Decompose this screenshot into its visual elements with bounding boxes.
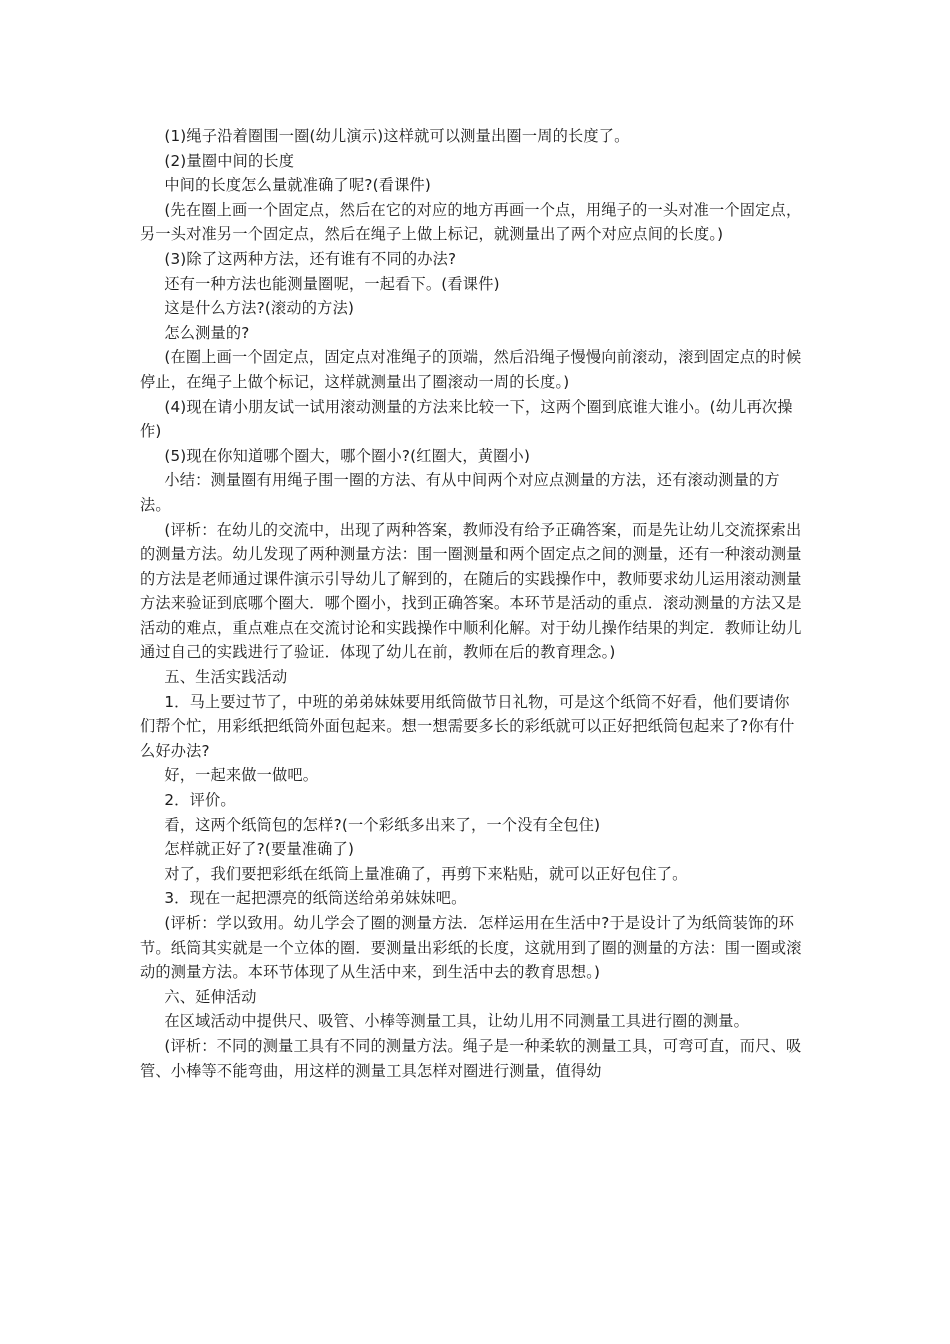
document-body (140, 124, 805, 1083)
paragraph: 怎么测量的? (164, 323, 250, 342)
paragraph: 3．现在一起把漂亮的纸筒送给弟弟妹妹吧。 (164, 889, 467, 908)
commentary-paragraph: (评析：学以致用。幼儿学会了圈的测量方法．怎样运用在生活中?于是设计了为纸筒装饰的环节。纸筒其实就是一个立体的圈．要测量出彩纸的长度，这就用到了圈的测量的方法：围一圈或滚动的测量方法。本环节体现了从生活中来，到生活中去的教育思想。) (140, 914, 802, 982)
paragraph: 怎样就正好了?(要量准确了) (164, 840, 355, 859)
paragraph: 还有一种方法也能测量圈呢，一起看下。(看课件) (164, 274, 500, 293)
summary-paragraph: 小结：测量圈有用绳子围一圈的方法、有从中间两个对应点测量的方法，还有滚动测量的方法。 (140, 471, 780, 514)
commentary-paragraph: (评析：不同的测量工具有不同的测量方法。绳子是一种柔软的测量工具，可弯可直，而尺、吸管、小棒等不能弯曲，用这样的测量工具怎样对圈进行测量，值得幼 (140, 1036, 802, 1080)
paragraph: 在区域活动中提供尺、吸管、小棒等测量工具，让幼儿用不同测量工具进行圈的测量。 (164, 1012, 750, 1031)
paragraph: 中间的长度怎么量就准确了呢?(看课件) (164, 176, 432, 195)
paragraph: 好，一起来做一做吧。 (164, 766, 319, 785)
paragraph: 这是什么方法?(滚动的方法) (164, 299, 355, 318)
paragraph: (先在圈上画一个固定点，然后在它的对应的地方再画一个点，用绳子的一头对准一个固定点，另一头对准另一个固定点，然后在绳子上做上标记，就测量出了两个对应点间的长度。) (140, 200, 802, 244)
section-heading: 五、生活实践活动 (164, 668, 288, 687)
paragraph: (1)绳子沿着圈围一圈(幼儿演示)这样就可以测量出圈一周的长度了。 (164, 127, 630, 145)
paragraph: 对了，我们要把彩纸在纸筒上量准确了，再剪下来粘贴，就可以正好包住了。 (164, 864, 688, 883)
paragraph: (5)现在你知道哪个圈大，哪个圈小?(红圈大，黄圈小) (164, 446, 531, 465)
paragraph: 2．评价。 (164, 791, 236, 810)
paragraph: (3)除了这两种方法，还有谁有不同的办法? (164, 249, 457, 268)
section-heading: 六、延伸活动 (164, 987, 257, 1006)
paragraph: (在圈上画一个固定点，固定点对准绳子的顶端，然后沿绳子慢慢向前滚动，滚到固定点的时候停止，在绳子上做个标记，这样就测量出了圈滚动一周的长度。) (140, 348, 802, 391)
commentary-paragraph: (评析：在幼儿的交流中，出现了两种答案，教师没有给予正确答案，而是先让幼儿交流探索出的测量方法。幼儿发现了两种测量方法：围一圈测量和两个固定点之间的测量，还有一种滚动测量的方法是老师通过课件演示引导幼儿了解到的，在随后的实践操作中，教师要求幼儿运用滚动测量方法来验证到底哪个圈大．哪个圈小，找到正确答案。本环节是活动的重点．滚动测量的方法又是活动的难点，重点难点在交流讨论和实践操作中顺利化解。对于幼儿操作结果的判定．教师让幼儿通过自己的实践进行了验证．体现了幼儿在前，教师在后的教育理念。) (140, 520, 802, 662)
paragraph: (4)现在请小朋友试一试用滚动测量的方法来比较一下，这两个圈到底谁大谁小。(幼儿再次操作) (140, 397, 793, 441)
paragraph: (2)量圈中间的长度 (164, 151, 295, 170)
paragraph: 看，这两个纸筒包的怎样?(一个彩纸多出来了，一个没有全包住) (164, 815, 601, 834)
paragraph: 1．马上要过节了，中班的弟弟妹妹要用纸筒做节日礼物，可是这个纸筒不好看，他们要请你们帮个忙，用彩纸把纸筒外面包起来。想一想需要多长的彩纸就可以正好把纸筒包起来了?你有什么好办法? (140, 692, 795, 760)
